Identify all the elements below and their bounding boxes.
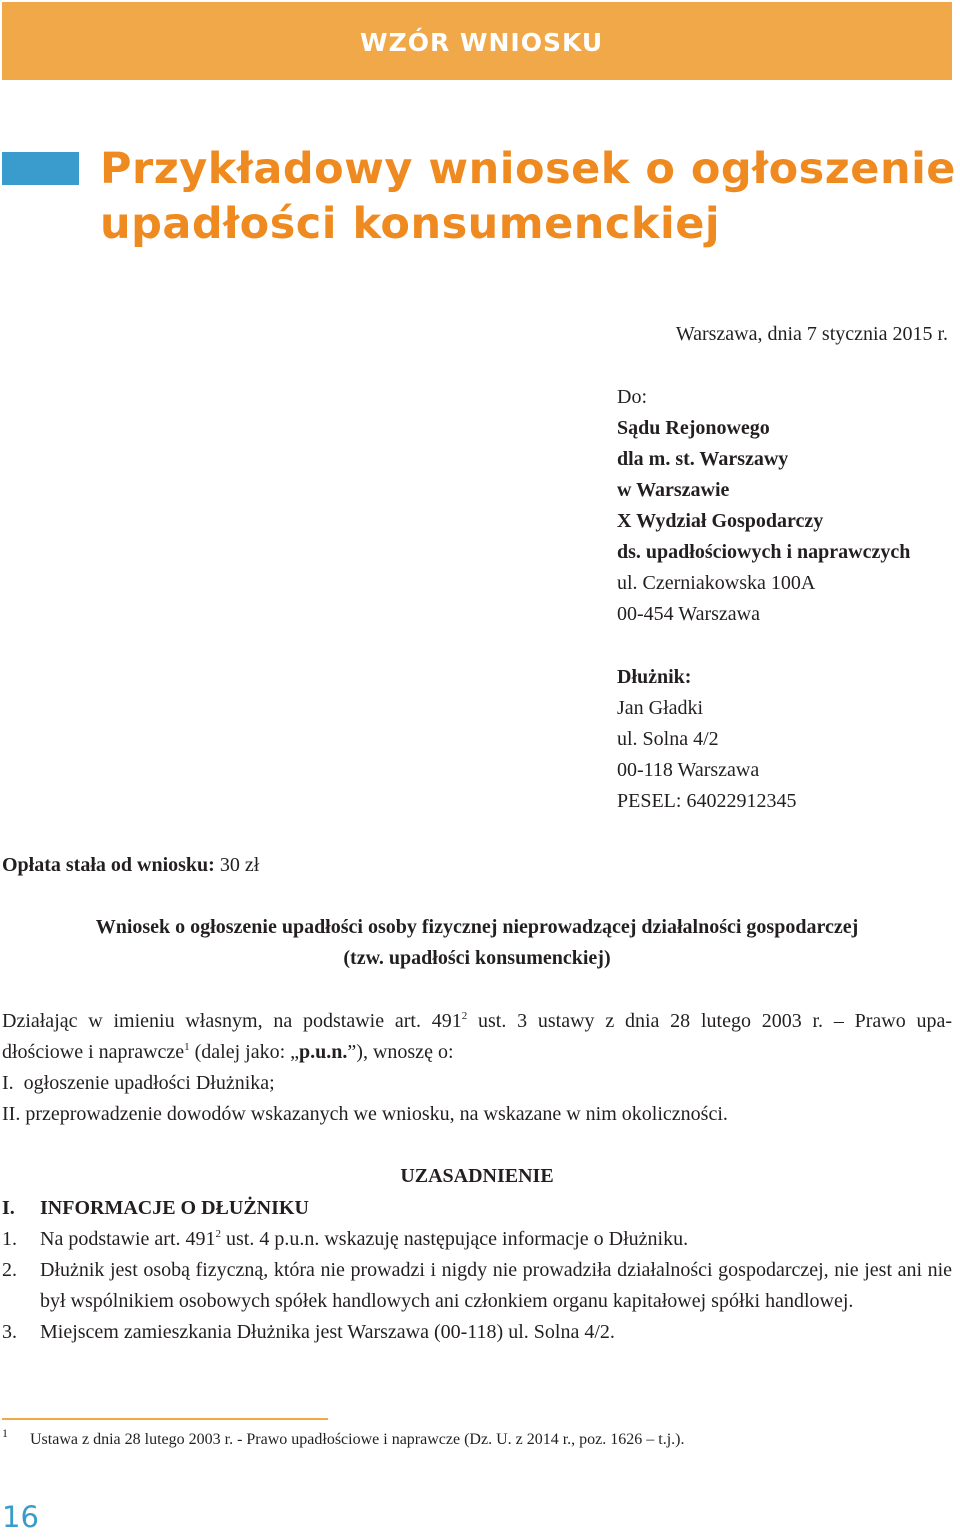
- body-text: (dalej jako: „: [189, 1041, 300, 1063]
- justification-heading-text: UZASADNIENIE: [400, 1165, 554, 1187]
- list-number: 1.: [2, 1228, 17, 1250]
- list-text: Miejscem zamieszkania Dłużnika jest Warszawa (00-118) ul. Solna 4/2.: [40, 1321, 615, 1343]
- debtor-city: 00-118 Warszawa: [617, 759, 760, 781]
- request-title: [2, 912, 952, 974]
- debtor-info: [617, 662, 796, 817]
- header-banner: [2, 2, 952, 80]
- justification-heading: [2, 1161, 952, 1192]
- list-text-part: Na podstawie art. 491: [40, 1228, 216, 1250]
- list-text: [40, 1224, 952, 1255]
- request-title-line-1: Wniosek o ogłoszenie upadłości osoby fizycznej nieprowadzącej działalności gospodarczej: [95, 916, 859, 938]
- recipient-line: X Wydział Gospodarczy: [617, 510, 824, 532]
- recipient-line: w Warszawie: [617, 479, 730, 501]
- recipient-line: dla m. st. Warszawy: [617, 448, 789, 470]
- list-number: 3.: [2, 1321, 17, 1343]
- title-accent-bar: [2, 152, 79, 185]
- request-item-2: II. przeprowadzenie dowodów wskazanych we wniosku, na wskazane w nim okoliczności.: [2, 1103, 728, 1125]
- list-text-part: ust. 4 p.u.n. wskazuję następujące informacje o Dłużniku.: [221, 1228, 689, 1250]
- list-text: Dłużnik jest osobą fizyczną, która nie prowadzi i nigdy nie prowadziła działalności gospodarczej, nie jest ani nie był wspólnikiem osobowych spółek handlowych ani członkiem organu kapitałowej spółki handlowej.: [40, 1259, 952, 1312]
- recipient-line: ds. upadłościowych i naprawczych: [617, 541, 911, 563]
- list-item: [2, 1317, 952, 1348]
- page-title: [100, 142, 956, 252]
- request-body: [2, 1006, 952, 1130]
- debtor-pesel: PESEL: 64022912345: [617, 790, 797, 812]
- footnote-text: Ustawa z dnia 28 lutego 2003 r. - Prawo upadłościowe i naprawcze (Dz. U. z 2014 r., poz. 1626 – t.j.).: [30, 1431, 685, 1448]
- footnote: 1 Ustawa z dnia 28 lutego 2003 r. - Prawo upadłościowe i naprawcze (Dz. U. z 2014 r., poz. 1626 – t.j.).: [2, 1426, 685, 1448]
- superscript: 2: [461, 1010, 468, 1022]
- recipient-label: Do:: [617, 386, 647, 408]
- body-line-1: [2, 1006, 952, 1037]
- body-text: Działając w imieniu własnym, na podstawie art. 491: [2, 1010, 462, 1032]
- title-line-2: upadłości konsumenckiej: [100, 199, 721, 249]
- recipient-city: 00-454 Warszawa: [617, 603, 760, 625]
- debtor-label: Dłużnik:: [617, 666, 692, 688]
- superscript: 2: [215, 1228, 222, 1240]
- section-heading: [2, 1193, 952, 1224]
- abbreviation: p.u.n.: [299, 1041, 348, 1063]
- list-item: [2, 1224, 952, 1255]
- footnote-ref: 1: [184, 1041, 190, 1053]
- section-title: INFORMACJE O DŁUŻNIKU: [40, 1197, 309, 1219]
- page-number: 16: [2, 1500, 39, 1534]
- list-number: 2.: [2, 1259, 17, 1281]
- body-line-2: [2, 1037, 952, 1068]
- debtor-street: ul. Solna 4/2: [617, 728, 719, 750]
- title-line-1: Przykładowy wniosek o ogłoszenie: [100, 144, 956, 194]
- recipient-street: ul. Czerniakowska 100A: [617, 572, 816, 594]
- recipient-line: Sądu Rejonowego: [617, 417, 770, 439]
- section-number: I.: [2, 1197, 15, 1219]
- request-item-1: I. ogłoszenie upadłości Dłużnika;: [2, 1072, 275, 1094]
- fee-line: [2, 850, 259, 881]
- document-date: Warszawa, dnia 7 stycznia 2015 r.: [675, 323, 948, 345]
- fee-label: Opłata stała od wniosku:: [2, 854, 215, 876]
- fee-value: 30 zł: [219, 854, 260, 876]
- footnote-divider: [2, 1418, 328, 1420]
- recipient-address: [617, 382, 910, 630]
- banner-label: WZÓR WNIOSKU: [360, 28, 604, 57]
- debtor-name: Jan Gładki: [617, 697, 704, 719]
- request-title-line-2: (tzw. upadłości konsumenckiej): [343, 947, 611, 969]
- body-text: ”), wnoszę o:: [347, 1041, 454, 1063]
- justification-list: [2, 1193, 952, 1348]
- body-text: dłościowe i naprawcze: [2, 1041, 185, 1063]
- body-text: ust. 3 ustawy z dnia 28 lutego 2003 r. – Prawo upa-: [467, 1010, 952, 1032]
- list-item: [2, 1255, 952, 1317]
